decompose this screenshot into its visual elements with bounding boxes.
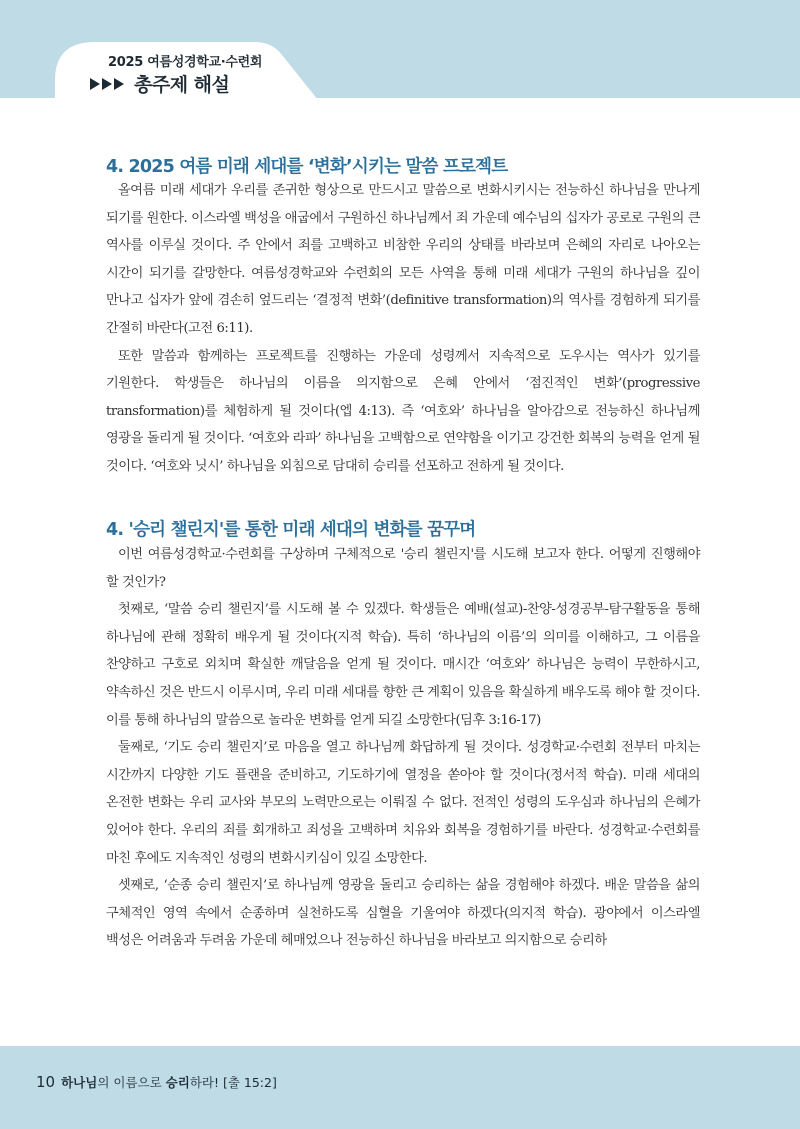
paragraph: 첫째로, ‘말씀 승리 챌린지’를 시도해 볼 수 있겠다. 학생들은 예배(설교)-찬양-성경공부-탐구활동을 통해 하나님에 관해 정확히 배우게 될 것이다(지적 학습). 특히 ‘하나님의 이름’의 의미를 이해하고, 그 이름을 찬양하고 구호로 외치며 확실한 깨달음을 얻게 될 것이다. 매시간 ‘여호와’ 하나님은 능력이 무한하시고, 약속하신 것은 반드시 이루시며, 우리 미래 세대를 향한 큰 계획이 있음을 확실하게 배우도록 해야 할 것이다. 이를 통해 하나님의 말씀으로 놀라운 변화를 얻게 되길 소망한다(딤후 3:16-17) xyxy=(106,602,700,728)
triple-arrow-icon xyxy=(90,78,126,90)
page-title: 총주제 해설 xyxy=(134,74,230,96)
page-number: 10 xyxy=(36,1073,56,1091)
footer-text: 의 이름으로 xyxy=(97,1075,166,1090)
paragraph: 셋째로, ‘순종 승리 챌린지’로 하나님께 영광을 돌리고 승리하는 삶을 경험해야 하겠다. 배운 말씀을 삶의 구체적인 영역 속에서 순종하며 실천하도록 심혈을 기울여야 하겠다(의지적 학습). 광야에서 이스라엘 백성은 어려움과 두려움 가운데 헤매었으나 전능하신 하나님을 바라보고 의지함으로 승리하 xyxy=(106,878,700,949)
page-title-row xyxy=(90,70,229,97)
footer-bold-text: 승리 xyxy=(165,1075,190,1090)
series-subtitle: 2025 여름성경학교·수련회 xyxy=(108,55,263,70)
paragraph: 올여름 미래 세대가 우리를 존귀한 형상으로 만드시고 말씀으로 변화시키시는 전능하신 하나님을 만나게 되기를 원한다. 이스라엘 백성을 애굽에서 구원하신 하나님께서 죄 가운데 예수님의 십자가 공로로 구원의 큰 역사를 이루실 것이다. 주 안에서 죄를 고백하고 비참한 우리의 상태를 바라보며 은혜의 자리로 나아오는 시간이 되기를 갈망한다. 여름성경학교와 수련회의 모든 사역을 통해 미래 세대가 구원의 하나님을 깊이 만나고 십자가 앞에 겸손히 엎드리는 ‘결정적 변화’(definitive transformation)의 역사를 경험하게 되기를 간절히 바란다(고전 6:11). xyxy=(106,183,700,336)
footer-text: 하라! [출 15:2] xyxy=(189,1075,277,1090)
page-footer xyxy=(36,1073,277,1091)
footer-bold-text: 하나님 xyxy=(61,1075,98,1090)
section-body-1 xyxy=(106,177,700,481)
section-heading-1: 4. 2025 여름 미래 세대를 ‘변화’시키는 말씀 프로젝트 xyxy=(106,157,508,177)
section-body-2 xyxy=(106,541,700,955)
section-heading-2: 4. '승리 챌린지'를 통한 미래 세대의 변화를 꿈꾸며 xyxy=(106,520,476,540)
paragraph: 이번 여름성경학교·수련회를 구상하며 구체적으로 '승리 챌린지'를 시도해 보고자 한다. 어떻게 진행해야 할 것인가? xyxy=(106,547,700,590)
paragraph: 둘째로, ‘기도 승리 챌린지’로 마음을 열고 하나님께 화답하게 될 것이다. 성경학교·수련회 전부터 마치는 시간까지 다양한 기도 플랜을 준비하고, 기도하기에 열정을 쏟아야 할 것이다(정서적 학습). 미래 세대의 온전한 변화는 우리 교사와 부모의 노력만으로는 이뤄질 수 없다. 전적인 성령의 도우심과 하나님의 은혜가 있어야 한다. 우리의 죄를 회개하고 죄성을 고백하며 치유와 회복을 경험하기를 바란다. 성경학교·수련회를 마친 후에도 지속적인 성령의 변화시키심이 있길 소망한다. xyxy=(106,740,700,866)
paragraph: 또한 말씀과 함께하는 프로젝트를 진행하는 가운데 성령께서 지속적으로 도우시는 역사가 있기를 기원한다. 학생들은 하나님의 이름을 의지함으로 은혜 안에서 ‘점진적인 변화’(progressive transformation)를 체험하게 될 것이다(엡 4:13). 즉 ‘여호와’ 하나님을 알아감으로 전능하신 하나님께 영광을 돌리게 될 것이다. ‘여호와 라파’ 하나님을 고백함으로 연약함을 이기고 강건한 회복의 능력을 얻게 될 것이다. ‘여호와 닛시’ 하나님을 외침으로 담대히 승리를 선포하고 전하게 될 것이다. xyxy=(106,348,700,474)
